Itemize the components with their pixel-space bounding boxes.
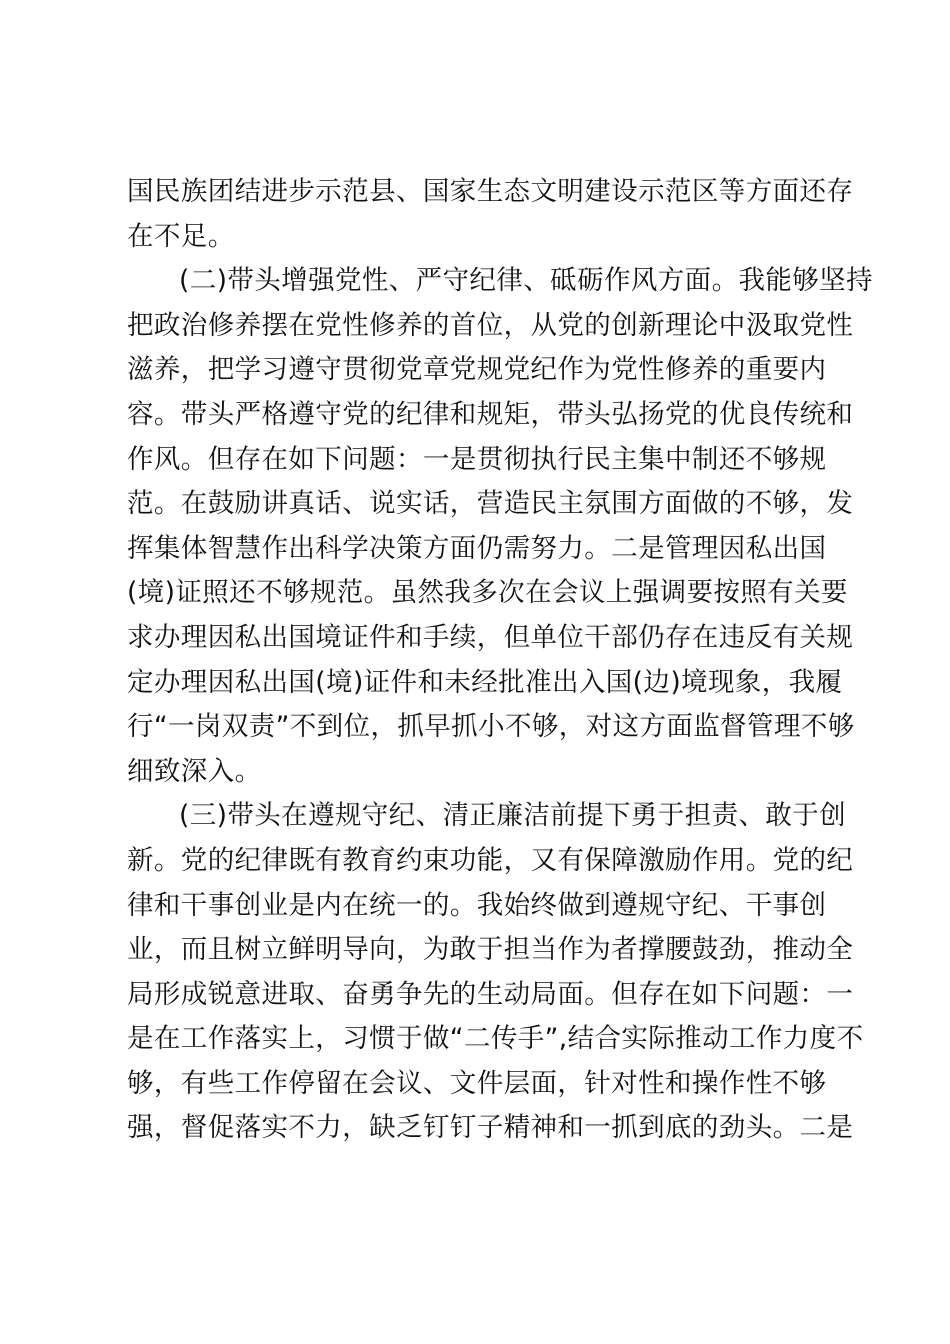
text-line: 局形成锐意进取、奋勇争先的生动局面。但存在如下问题：一 (127, 978, 854, 1010)
text-line: 挥集体智慧作出科学决策方面仍需努力。二是管理因私出国 (127, 532, 827, 564)
paragraph-section-three (127, 794, 864, 1151)
text-line: 行“一岗双责”不到位，抓早抓小不够，对这方面监督管理不够 (127, 711, 855, 743)
text-line: 新。党的纪律既有教育约束功能，又有保障激励作用。党的纪 (127, 844, 854, 876)
text-line: 求办理因私出国境证件和手续，但单位干部仍存在违反有关规 (127, 621, 854, 653)
text-line: 容。带头严格遵守党的纪律和规矩，带头弘扬党的优良传统和 (127, 398, 854, 430)
text-line: 是在工作落实上，习惯于做“二传手”,结合实际推动工作力度不 (127, 1023, 864, 1055)
text-line: 律和干事创业是内在统一的。我始终做到遵规守纪、干事创 (127, 889, 827, 921)
text-line: 把政治修养摆在党性修养的首位，从党的创新理论中汲取党性 (127, 309, 854, 341)
text-line: 作风。但存在如下问题：一是贯彻执行民主集中制还不够规 (127, 443, 827, 475)
document-body (127, 170, 873, 1151)
text-line: (境)证照还不够规范。虽然我多次在会议上强调要按照有关要 (127, 577, 848, 609)
text-line: 在不足。 (127, 220, 235, 252)
text-line: 够，有些工作停留在会议、文件层面，针对性和操作性不够 (127, 1067, 827, 1099)
paragraph-section-two (127, 259, 873, 794)
text-line: (二)带头增强党性、严守纪律、砥砺作风方面。我能够坚持 (179, 265, 873, 297)
text-line: 范。在鼓励讲真话、说实话，营造民主氛围方面做的不够，发 (127, 488, 854, 520)
text-line: (三)带头在遵规守纪、清正廉洁前提下勇于担责、敢于创 (179, 800, 847, 832)
text-line: 滋养，把学习遵守贯彻党章党规党纪作为党性修养的重要内 (127, 354, 827, 386)
text-line: 细致深入。 (127, 755, 262, 787)
text-line: 强，督促落实不力，缺乏钉钉子精神和一抓到底的劲头。二是 (127, 1112, 854, 1144)
text-line: 国民族团结进步示范县、国家生态文明建设示范区等方面还存 (127, 176, 854, 207)
text-line: 定办理因私出国(境)证件和未经批准出入国(边)境现象，我履 (127, 666, 843, 698)
text-line: 业，而且树立鲜明导向，为敢于担当作为者撑腰鼓劲，推动全 (127, 934, 854, 966)
paragraph-continuation (127, 170, 854, 259)
